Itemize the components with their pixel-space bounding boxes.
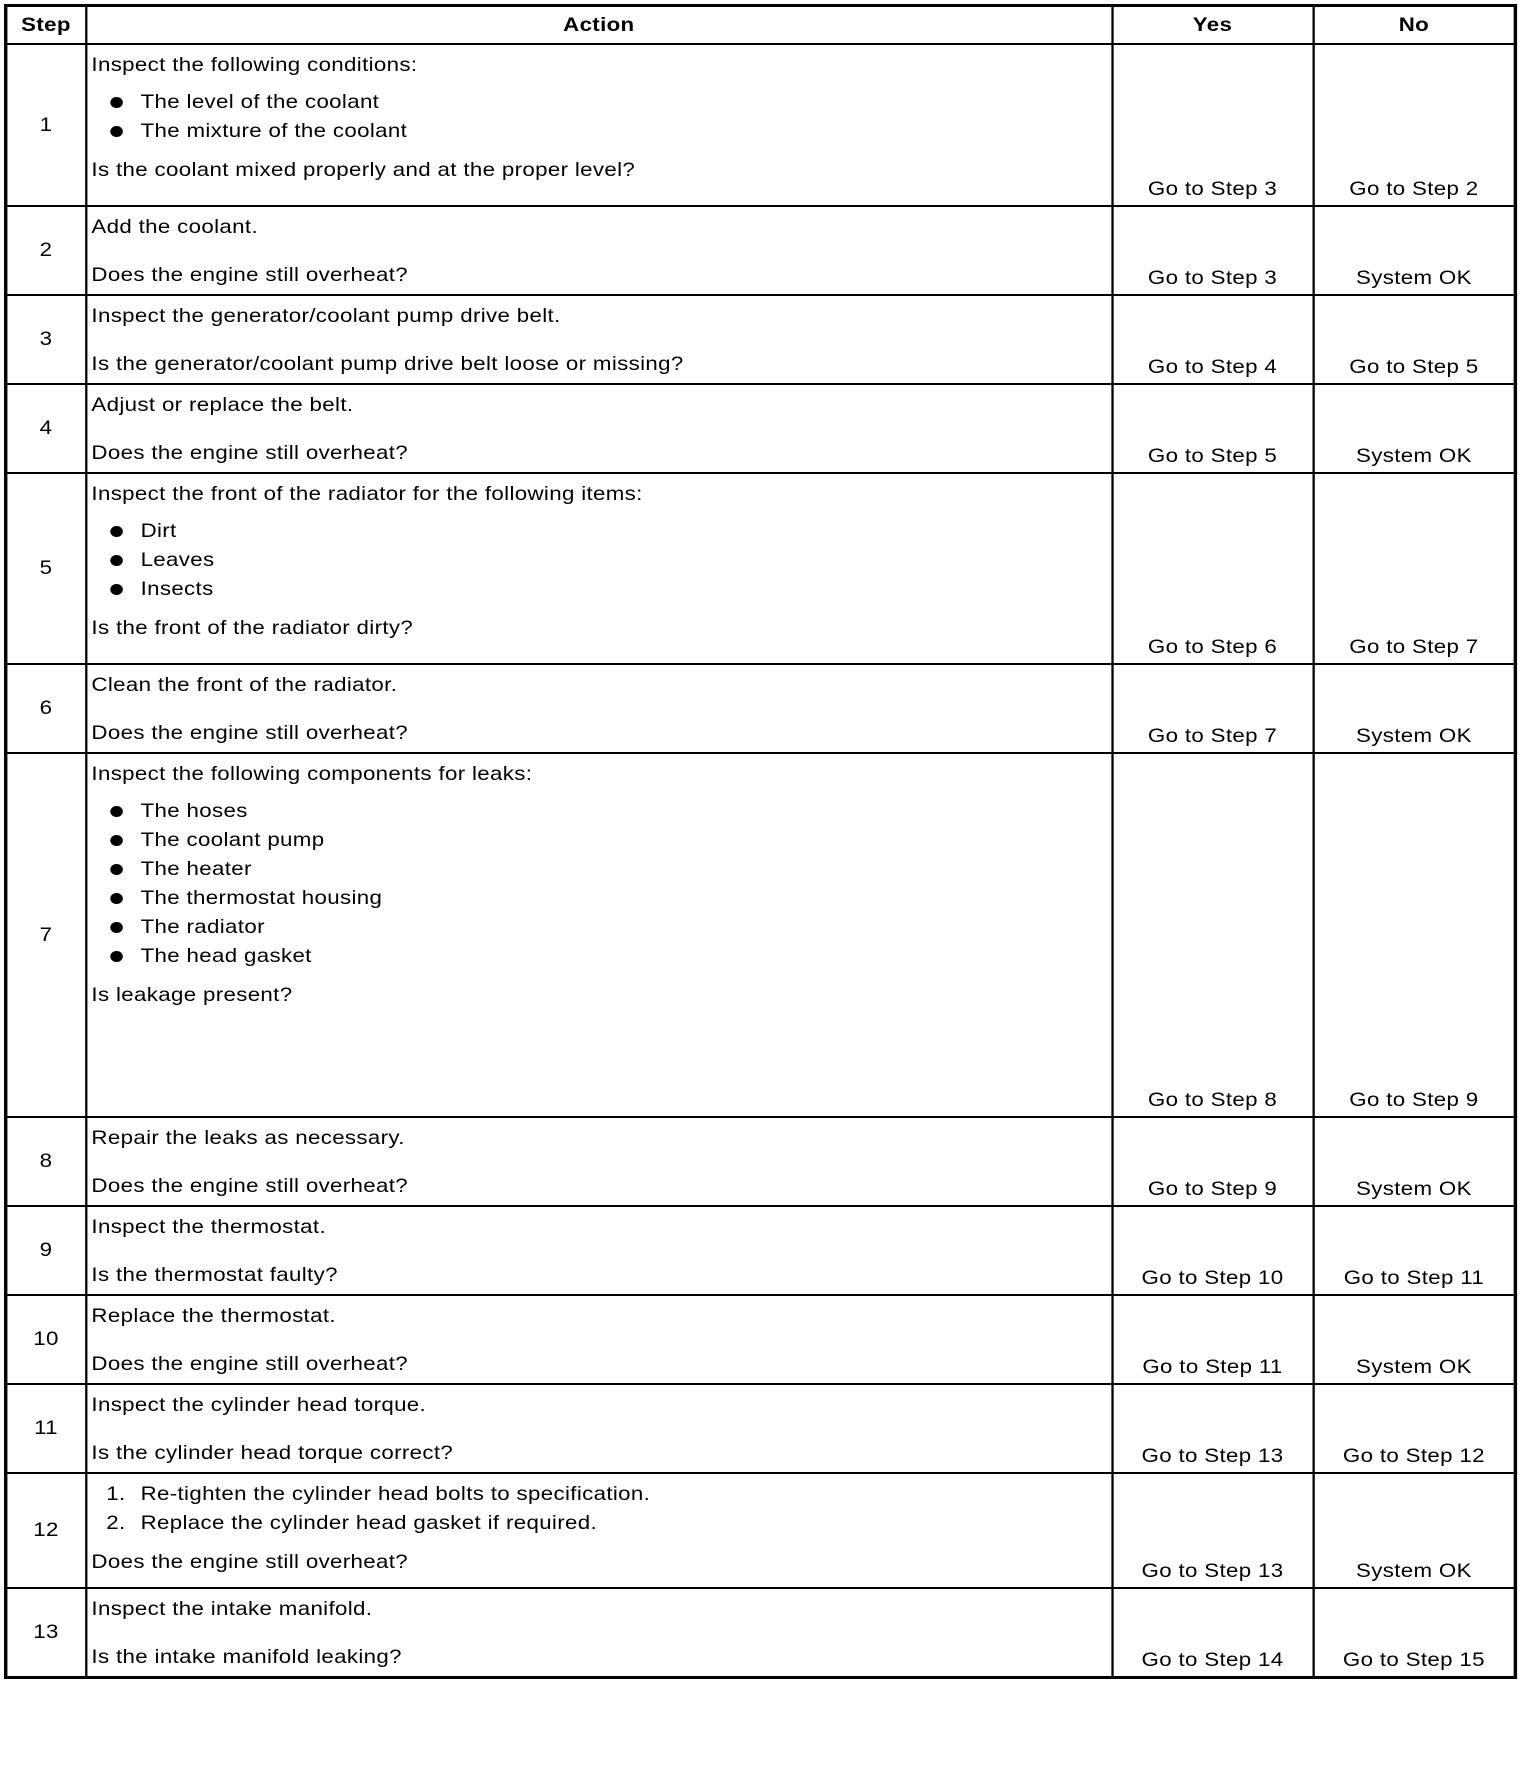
action-instruction: Clean the front of the radiator. — [91, 674, 398, 696]
no-result: Go to Step 11 — [1313, 1206, 1515, 1295]
action-instruction: Add the coolant. — [91, 216, 258, 238]
action-cell — [86, 664, 1112, 753]
action-instruction: Inspect the thermostat. — [91, 1216, 327, 1238]
table-row — [6, 1588, 1516, 1678]
item-text: Replace the cylinder head gasket if required. — [140, 1512, 598, 1534]
no-result: System OK — [1313, 1473, 1515, 1588]
action-cell — [86, 1384, 1112, 1473]
action-cell — [86, 206, 1112, 295]
header-yes: Yes — [1112, 6, 1313, 45]
table-row — [6, 384, 1516, 473]
action-question: Is the generator/coolant pump drive belt loose or missing? — [91, 353, 684, 375]
yes-result: Go to Step 13 — [1112, 1384, 1313, 1473]
no-result: System OK — [1313, 1295, 1515, 1384]
step-number: 3 — [6, 295, 86, 384]
action-cell — [86, 1206, 1112, 1295]
header-action: Action — [86, 6, 1112, 45]
table-row — [6, 473, 1516, 664]
step-number: 13 — [6, 1588, 86, 1678]
no-result: Go to Step 7 — [1313, 473, 1515, 664]
bullet-item: The hoses — [91, 797, 1106, 826]
action-cell — [86, 1473, 1112, 1588]
yes-result: Go to Step 4 — [1112, 295, 1313, 384]
action-question: Is the thermostat faulty? — [91, 1264, 338, 1286]
spacer — [91, 1153, 1106, 1172]
bullet-item: The thermostat housing — [91, 884, 1106, 913]
numbered-item — [91, 1480, 1106, 1509]
no-result: System OK — [1313, 1117, 1515, 1206]
action-cell — [86, 753, 1112, 1117]
action-cell — [86, 295, 1112, 384]
no-result: Go to Step 12 — [1313, 1384, 1515, 1473]
no-result: Go to Step 2 — [1313, 44, 1515, 206]
action-cell — [86, 44, 1112, 206]
action-question: Is the coolant mixed properly and at the proper level? — [91, 159, 636, 181]
action-instruction: Inspect the front of the radiator for the following items: — [91, 483, 643, 505]
step-number: 4 — [6, 384, 86, 473]
table-row — [6, 1473, 1516, 1588]
step-number: 7 — [6, 753, 86, 1117]
action-question: Is leakage present? — [91, 984, 293, 1006]
action-instruction: Inspect the following components for leaks: — [91, 763, 533, 785]
yes-result: Go to Step 3 — [1112, 44, 1313, 206]
action-question: Does the engine still overheat? — [91, 1175, 409, 1197]
action-question: Is the cylinder head torque correct? — [91, 1442, 454, 1464]
step-number: 5 — [6, 473, 86, 664]
no-result: Go to Step 15 — [1313, 1588, 1515, 1678]
no-result: System OK — [1313, 206, 1515, 295]
yes-result: Go to Step 13 — [1112, 1473, 1313, 1588]
table-row — [6, 44, 1516, 206]
diagnostic-table-page — [4, 4, 1520, 1775]
spacer — [91, 331, 1106, 350]
no-result: Go to Step 5 — [1313, 295, 1515, 384]
action-instruction: Inspect the following conditions: — [91, 54, 418, 76]
bullet-item: Dirt — [91, 517, 1106, 546]
action-instruction: Inspect the intake manifold. — [91, 1598, 373, 1620]
table-row — [6, 1206, 1516, 1295]
bullet-list — [91, 517, 1106, 604]
action-instruction: Adjust or replace the belt. — [91, 394, 354, 416]
table-row — [6, 295, 1516, 384]
yes-result: Go to Step 3 — [1112, 206, 1313, 295]
item-number: 1. — [106, 1483, 126, 1505]
spacer — [91, 1420, 1106, 1439]
table-row — [6, 1384, 1516, 1473]
step-number: 10 — [6, 1295, 86, 1384]
yes-result: Go to Step 14 — [1112, 1588, 1313, 1678]
bullet-item: The level of the coolant — [91, 88, 1106, 117]
yes-result: Go to Step 6 — [1112, 473, 1313, 664]
table-row — [6, 206, 1516, 295]
action-cell — [86, 1295, 1112, 1384]
step-number: 6 — [6, 664, 86, 753]
action-cell — [86, 1588, 1112, 1678]
action-instruction: Replace the thermostat. — [91, 1305, 336, 1327]
no-result: System OK — [1313, 384, 1515, 473]
action-question: Is the intake manifold leaking? — [91, 1646, 402, 1668]
step-number: 9 — [6, 1206, 86, 1295]
bullet-item: The radiator — [91, 913, 1106, 942]
yes-result: Go to Step 8 — [1112, 753, 1313, 1117]
no-result: Go to Step 9 — [1313, 753, 1515, 1117]
action-instruction: Repair the leaks as necessary. — [91, 1127, 405, 1149]
spacer — [91, 1624, 1106, 1643]
step-number: 11 — [6, 1384, 86, 1473]
step-number: 8 — [6, 1117, 86, 1206]
header-no: No — [1313, 6, 1515, 45]
action-question: Does the engine still overheat? — [91, 1551, 409, 1573]
action-question: Is the front of the radiator dirty? — [91, 617, 414, 639]
spacer — [91, 1242, 1106, 1261]
action-cell — [86, 1117, 1112, 1206]
bullet-item: The head gasket — [91, 942, 1106, 971]
table-row — [6, 664, 1516, 753]
step-number: 1 — [6, 44, 86, 206]
table-body — [6, 44, 1516, 1678]
yes-result: Go to Step 7 — [1112, 664, 1313, 753]
spacer — [91, 242, 1106, 261]
bullet-item: Insects — [91, 575, 1106, 604]
spacer — [91, 420, 1106, 439]
step-number: 12 — [6, 1473, 86, 1588]
action-question: Does the engine still overheat? — [91, 722, 409, 744]
action-question: Does the engine still overheat? — [91, 264, 409, 286]
action-question: Does the engine still overheat? — [91, 1353, 409, 1375]
item-number: 2. — [106, 1512, 126, 1534]
item-text: Re-tighten the cylinder head bolts to specification. — [140, 1483, 651, 1505]
bullet-item: The mixture of the coolant — [91, 117, 1106, 146]
yes-result: Go to Step 9 — [1112, 1117, 1313, 1206]
no-result: System OK — [1313, 664, 1515, 753]
yes-result: Go to Step 5 — [1112, 384, 1313, 473]
bullet-item: The heater — [91, 855, 1106, 884]
action-instruction: Inspect the generator/coolant pump drive belt. — [91, 305, 561, 327]
bullet-list — [91, 797, 1106, 971]
spacer — [91, 700, 1106, 719]
table-row — [6, 753, 1516, 1117]
bullet-list — [91, 88, 1106, 146]
action-cell — [86, 384, 1112, 473]
step-number: 2 — [6, 206, 86, 295]
bullet-item: The coolant pump — [91, 826, 1106, 855]
diagnostic-table — [4, 4, 1517, 1679]
numbered-item — [91, 1509, 1106, 1538]
action-question: Does the engine still overheat? — [91, 442, 409, 464]
bullet-item: Leaves — [91, 546, 1106, 575]
header-step: Step — [6, 6, 86, 45]
table-row — [6, 1295, 1516, 1384]
spacer — [91, 1331, 1106, 1350]
yes-result: Go to Step 11 — [1112, 1295, 1313, 1384]
action-cell — [86, 473, 1112, 664]
yes-result: Go to Step 10 — [1112, 1206, 1313, 1295]
header-row — [6, 6, 1516, 45]
numbered-list — [91, 1480, 1106, 1538]
action-instruction: Inspect the cylinder head torque. — [91, 1394, 427, 1416]
table-row — [6, 1117, 1516, 1206]
